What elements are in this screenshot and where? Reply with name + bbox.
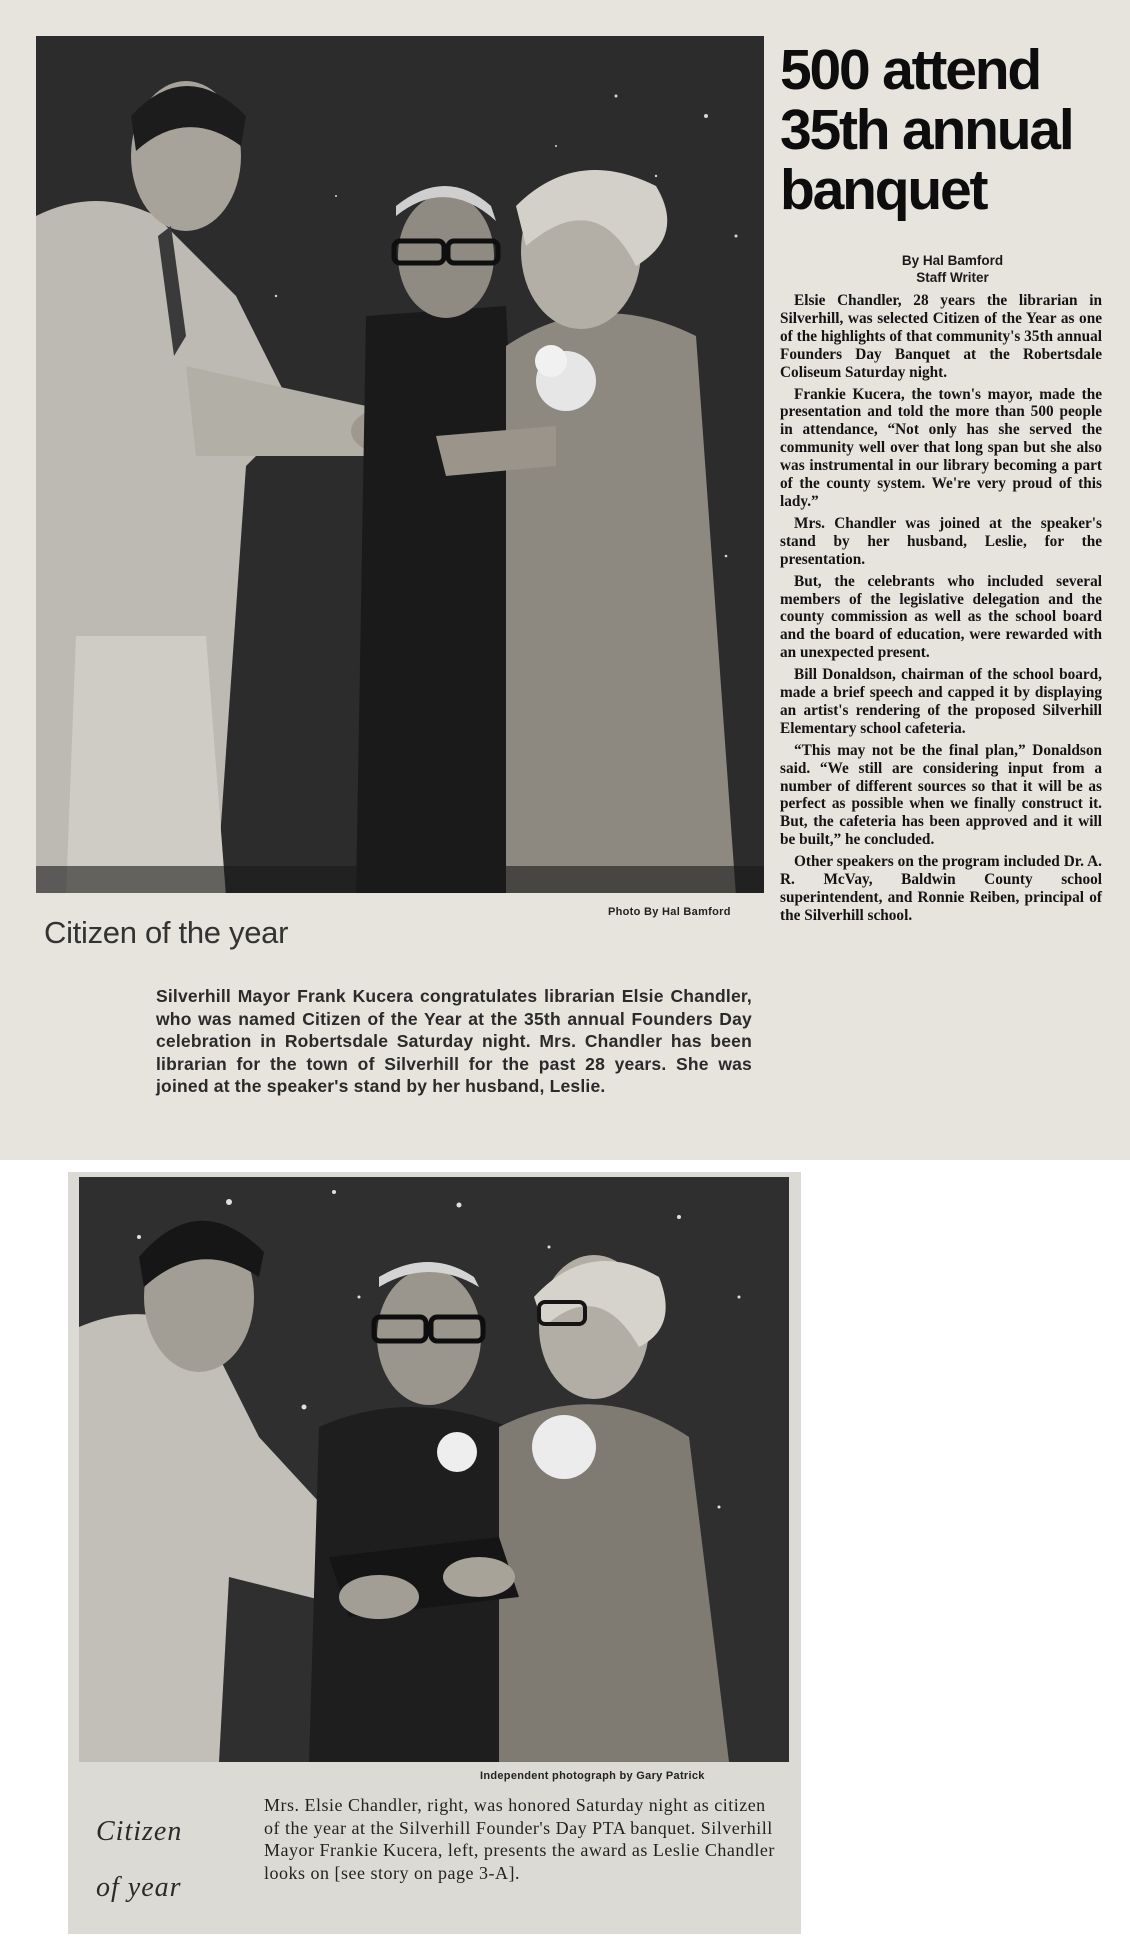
article-body: [780, 292, 1102, 929]
caption-title-1: Citizen of the year: [44, 915, 289, 950]
article-paragraph: Mrs. Chandler was joined at the speaker's stand by her husband, Leslie, for the presentation.: [780, 514, 1102, 568]
byline-name: By Hal Bamford: [901, 253, 1004, 268]
photo-citizen-of-year-1: [36, 36, 764, 893]
caption-body-1: Silverhill Mayor Frank Kucera congratulates librarian Elsie Chandler, who was named Citizen of the Year at the 35th annual Founders Day celebration in Robertsdale Saturday night. Mrs. Chandler has been librarian for the town of Silverhill for the past 28 years. She was joined at the speaker's stand by her husband, Leslie.: [156, 986, 752, 1096]
article-paragraph: Other speakers on the program included Dr. A. R. McVay, Baldwin County school superintendent, and Ronnie Reiben, principal of the Silverhill school.: [780, 853, 1102, 924]
article-paragraph: Bill Donaldson, chairman of the school board, made a brief speech and capped it by displaying an artist's rendering of the proposed Silverhill Elementary school cafeteria.: [780, 666, 1102, 737]
photo-credit-1: Photo By Hal Bamford: [608, 906, 731, 918]
article-headline: 500 attend 35th annual banquet: [780, 38, 1073, 222]
caption-title-2-line1: Citizen: [96, 1816, 183, 1847]
caption-title-2: [96, 1804, 182, 1916]
byline-title: Staff Writer: [916, 270, 989, 285]
article-paragraph: “This may not be the final plan,” Donaldson said. “We still are considering input from a number of different sources so that it will be as perfect as possible when we finally construct it. But, the cafeteria has been approved and it will be built,” he concluded.: [780, 741, 1102, 849]
byline: [780, 252, 1125, 286]
newspaper-clipping-bottom: [68, 1172, 801, 1934]
photo-illustration: [79, 1177, 789, 1762]
photo-illustration: [36, 36, 764, 893]
article-paragraph: But, the celebrants who included several members of the legislative delegation and the county commission as well as the school board and the board of education, were rewarded with an unexpected present.: [780, 572, 1102, 662]
caption-body-2: Mrs. Elsie Chandler, right, was honored Saturday night as citizen of the year at the Silverhill Founder's Day PTA banquet. Silverhill Mayor Frankie Kucera, left, presents the award as Leslie Chandler looks on [see story on page 3-A].: [264, 1795, 775, 1883]
photo-credit-2: Independent photograph by Gary Patrick: [480, 1770, 705, 1782]
photo-citizen-of-year-2: [79, 1177, 789, 1762]
article-paragraph: Frankie Kucera, the town's mayor, made the presentation and told the more than 500 people in attendance, “Not only has she served the community well over that long span but she also was instrumental in our library becoming a part of the county system. We're very proud of this lady.”: [780, 385, 1102, 510]
caption-title-2-line2: of year: [96, 1872, 182, 1903]
article-paragraph: Elsie Chandler, 28 years the librarian in Silverhill, was selected Citizen of the Year as one of the highlights of that community's 35th annual Founders Day Banquet at the Robertsdale Coliseum Saturday night.: [780, 292, 1102, 381]
